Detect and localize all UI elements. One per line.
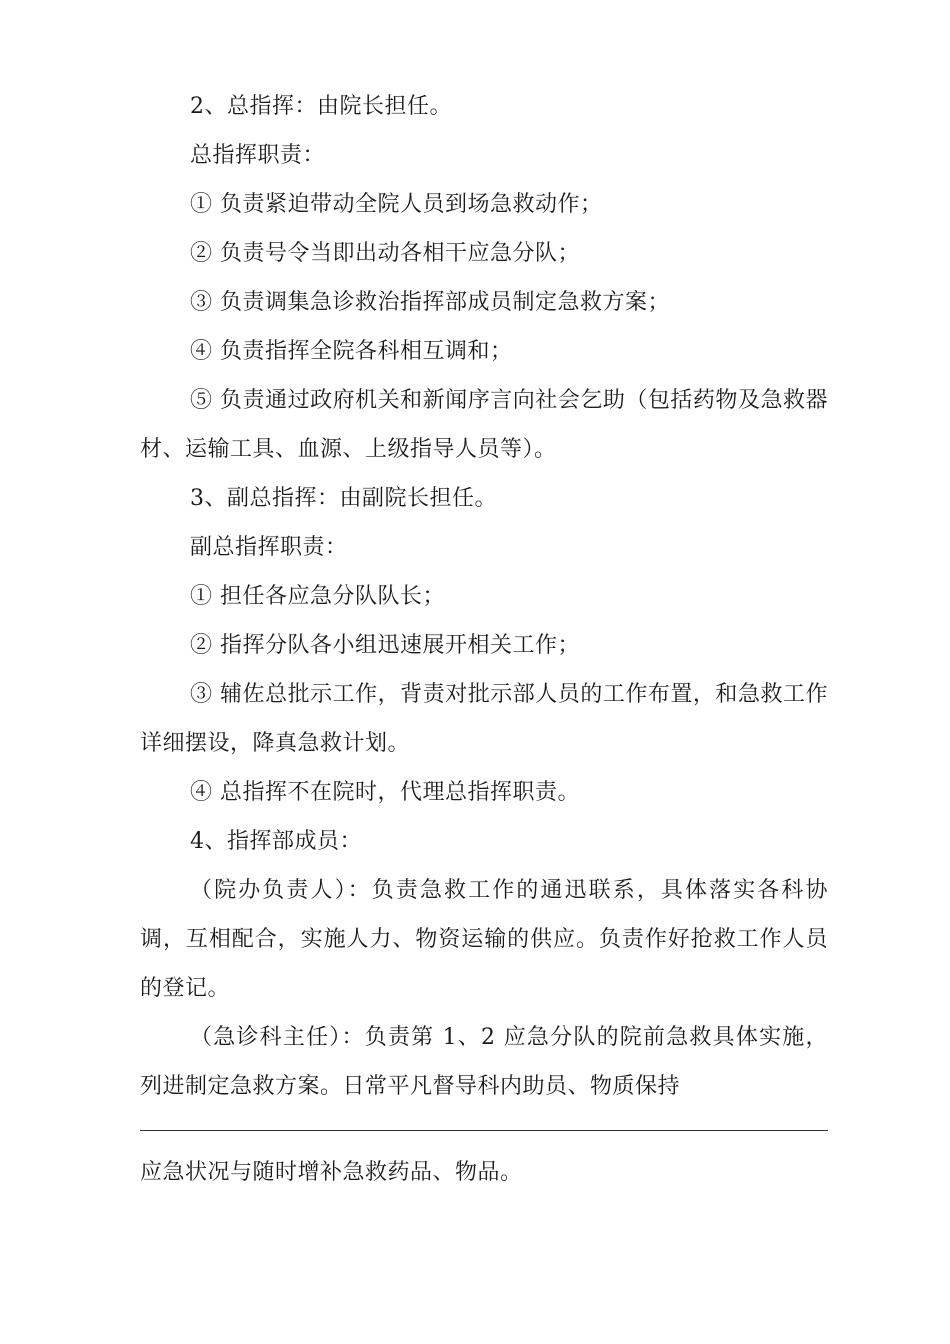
- paragraph: ② 负责号令当即出动各相干应急分队；: [190, 241, 580, 266]
- paragraph: ① 负责紧迫带动全院人员到场急救动作；: [190, 192, 603, 217]
- paragraph: 2、总指挥：由院长担任。: [190, 94, 452, 119]
- paragraph: ④ 负责指挥全院各科相互调和；: [190, 339, 513, 364]
- main-text: [140, 82, 828, 1111]
- paragraph: ⑤ 负责通过政府机关和新闻序言向社会乞助（包括药物及急救器材、运输工具、血源、上级指导人员等）。: [140, 388, 828, 462]
- paragraph: （急诊科主任）：负责第 1、2 应急分队的院前急救具体实施，列进制定急救方案。日常平凡督导科内助员、物质保持: [140, 1025, 828, 1099]
- paragraph: ① 担任各应急分队队长；: [190, 584, 445, 609]
- paragraph: ② 指挥分队各小组迅速展开相关工作；: [190, 633, 580, 658]
- paragraph: 4、指挥部成员：: [190, 829, 362, 854]
- page-divider: [140, 1130, 828, 1131]
- paragraph: ③ 辅佐总批示工作，背责对批示部人员的工作布置，和急救工作详细摆设，降真急救计划。: [140, 682, 828, 756]
- paragraph: 总指挥职责：: [190, 143, 326, 168]
- paragraph: （院办负责人）：负责急救工作的通迅联系，具体落实各科协调，互相配合，实施人力、物资运输的供应。负责作好抢救工作人员的登记。: [140, 878, 828, 1001]
- paragraph: 3、副总指挥：由副院长担任。: [190, 486, 497, 511]
- continuation-text: 应急状况与随时增补急救药品、物品。: [140, 1160, 523, 1185]
- paragraph: 副总指挥职责：: [190, 535, 348, 560]
- paragraph: ④ 总指挥不在院时，代理总指挥职责。: [190, 780, 580, 805]
- paragraph: ③ 负责调集急诊救治指挥部成员制定急救方案；: [190, 290, 670, 315]
